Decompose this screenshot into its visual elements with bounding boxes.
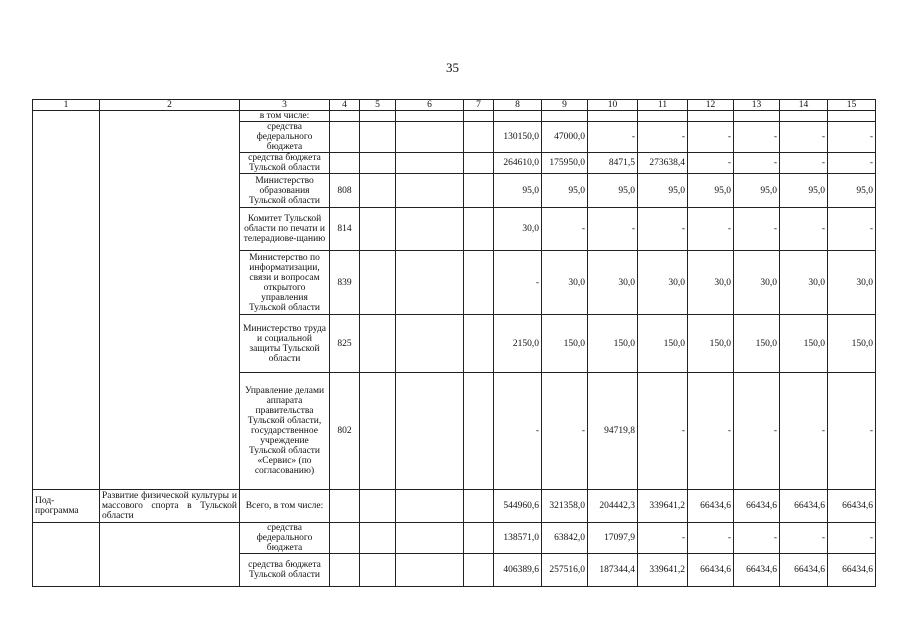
value-cell: 47000,0 [542, 122, 588, 153]
value-cell: 95,0 [542, 174, 588, 208]
value-cell [638, 111, 688, 122]
value-cell: 30,0 [588, 251, 638, 315]
empty-cell [360, 523, 396, 554]
value-cell: - [734, 523, 780, 554]
empty-cell [464, 523, 494, 554]
value-cell: - [734, 373, 780, 490]
program-title-cell [100, 111, 240, 490]
value-cell: 95,0 [638, 174, 688, 208]
value-cell: - [780, 523, 828, 554]
source-cell: Министерство образования Тульской области [240, 174, 330, 208]
value-cell: 339641,2 [638, 490, 688, 523]
source-cell: средства бюджета Тульской области [240, 554, 330, 587]
value-cell [542, 111, 588, 122]
column-number-cell: 2 [100, 100, 240, 111]
value-cell: - [494, 373, 542, 490]
value-cell: 95,0 [588, 174, 638, 208]
value-cell: 406389,6 [494, 554, 542, 587]
empty-cell [396, 554, 464, 587]
value-cell: 30,0 [638, 251, 688, 315]
value-cell: 17097,9 [588, 523, 638, 554]
value-cell [494, 111, 542, 122]
column-number-cell: 12 [688, 100, 734, 111]
value-cell: - [828, 153, 876, 174]
value-cell: - [688, 373, 734, 490]
value-cell: 30,0 [542, 251, 588, 315]
empty-cell [464, 153, 494, 174]
empty-cell [396, 523, 464, 554]
source-cell: средства бюджета Тульской области [240, 153, 330, 174]
source-cell: средства федерального бюджета [240, 523, 330, 554]
column-number-cell: 7 [464, 100, 494, 111]
code-cell [330, 490, 360, 523]
value-cell: - [638, 122, 688, 153]
empty-cell [464, 174, 494, 208]
value-cell: 66434,6 [828, 490, 876, 523]
value-cell: 339641,2 [638, 554, 688, 587]
value-cell: 66434,6 [734, 554, 780, 587]
value-cell: 544960,6 [494, 490, 542, 523]
column-number-cell: 15 [828, 100, 876, 111]
code-cell: 802 [330, 373, 360, 490]
value-cell: 257516,0 [542, 554, 588, 587]
value-cell [588, 111, 638, 122]
subprogram-row [33, 523, 876, 554]
value-cell: - [588, 208, 638, 251]
empty-cell [360, 153, 396, 174]
value-cell: 30,0 [828, 251, 876, 315]
column-number-cell: 14 [780, 100, 828, 111]
code-cell [330, 111, 360, 122]
column-number-cell: 5 [360, 100, 396, 111]
value-cell: 95,0 [494, 174, 542, 208]
code-cell [330, 122, 360, 153]
empty-cell [360, 554, 396, 587]
value-cell: 95,0 [734, 174, 780, 208]
code-cell: 814 [330, 208, 360, 251]
empty-cell [360, 208, 396, 251]
value-cell: 138571,0 [494, 523, 542, 554]
value-cell: 30,0 [494, 208, 542, 251]
value-cell: 150,0 [734, 315, 780, 373]
column-number-cell: 1 [33, 100, 100, 111]
value-cell: - [780, 373, 828, 490]
value-cell: - [542, 373, 588, 490]
source-cell: Комитет Тульской области по печати и телерадиове-щанию [240, 208, 330, 251]
value-cell: 30,0 [780, 251, 828, 315]
value-cell: 150,0 [828, 315, 876, 373]
table-row [33, 111, 876, 122]
value-cell: 66434,6 [780, 554, 828, 587]
value-cell: 150,0 [542, 315, 588, 373]
value-cell: - [828, 523, 876, 554]
value-cell: 150,0 [780, 315, 828, 373]
column-number-cell: 13 [734, 100, 780, 111]
value-cell: - [734, 208, 780, 251]
empty-cell [360, 174, 396, 208]
column-number-cell: 6 [396, 100, 464, 111]
empty-cell [396, 174, 464, 208]
value-cell [780, 111, 828, 122]
subprogram-title-cell: Развитие физической культуры и массового спорта в Тульской области [100, 490, 240, 523]
value-cell: 8471,5 [588, 153, 638, 174]
column-number-cell: 4 [330, 100, 360, 111]
program-name-cell [33, 111, 100, 490]
empty-cell [396, 111, 464, 122]
column-number-cell: 11 [638, 100, 688, 111]
column-number-cell: 9 [542, 100, 588, 111]
value-cell: 66434,6 [688, 554, 734, 587]
value-cell: 95,0 [780, 174, 828, 208]
value-cell: 321358,0 [542, 490, 588, 523]
source-cell: Министерство по информатизации, связи и вопросам открытого управления Тульской области [240, 251, 330, 315]
source-cell: Министерство труда и социальной защиты Тульской области [240, 315, 330, 373]
value-cell: 264610,0 [494, 153, 542, 174]
empty-cell [396, 208, 464, 251]
empty-cell [464, 111, 494, 122]
value-cell: 150,0 [588, 315, 638, 373]
empty-cell [396, 373, 464, 490]
code-cell: 839 [330, 251, 360, 315]
empty-cell [464, 208, 494, 251]
value-cell: - [688, 208, 734, 251]
value-cell: 95,0 [828, 174, 876, 208]
value-cell: - [780, 122, 828, 153]
code-cell: 808 [330, 174, 360, 208]
code-cell [330, 153, 360, 174]
value-cell: 150,0 [688, 315, 734, 373]
value-cell: 66434,6 [734, 490, 780, 523]
value-cell: 187344,4 [588, 554, 638, 587]
value-cell: 66434,6 [688, 490, 734, 523]
empty-cell [396, 315, 464, 373]
empty-cell [360, 490, 396, 523]
empty-cell [360, 122, 396, 153]
value-cell: - [588, 122, 638, 153]
value-cell: 63842,0 [542, 523, 588, 554]
empty-cell [396, 153, 464, 174]
value-cell: - [688, 153, 734, 174]
value-cell: 175950,0 [542, 153, 588, 174]
source-cell: средства федерального бюджета [240, 122, 330, 153]
empty-cell [464, 122, 494, 153]
value-cell: - [828, 122, 876, 153]
code-cell: 825 [330, 315, 360, 373]
subprogram-label-cell: Под-программа [33, 490, 100, 523]
value-cell: 150,0 [638, 315, 688, 373]
empty-cell [100, 523, 240, 587]
value-cell: 66434,6 [780, 490, 828, 523]
value-cell: - [638, 208, 688, 251]
source-cell: Управление делами аппарата правительства Тульской области, государственное учреждение Тульской области «Сервис» (по согласованию) [240, 373, 330, 490]
empty-cell [464, 251, 494, 315]
empty-cell [396, 122, 464, 153]
empty-cell [396, 490, 464, 523]
subprogram-row [33, 490, 876, 523]
value-cell: 2150,0 [494, 315, 542, 373]
empty-cell [360, 315, 396, 373]
value-cell: - [734, 153, 780, 174]
empty-cell [360, 111, 396, 122]
column-number-cell: 8 [494, 100, 542, 111]
empty-cell [396, 251, 464, 315]
empty-cell [360, 251, 396, 315]
value-cell [734, 111, 780, 122]
value-cell: 30,0 [688, 251, 734, 315]
source-cell: в том числе: [240, 111, 330, 122]
value-cell: - [688, 122, 734, 153]
empty-cell [464, 315, 494, 373]
column-number-row [33, 100, 876, 111]
value-cell: 204442,3 [588, 490, 638, 523]
value-cell: 30,0 [734, 251, 780, 315]
empty-cell [33, 523, 100, 587]
value-cell: 94719,8 [588, 373, 638, 490]
value-cell: - [780, 208, 828, 251]
value-cell: - [780, 153, 828, 174]
code-cell [330, 523, 360, 554]
empty-cell [464, 490, 494, 523]
value-cell: - [638, 373, 688, 490]
value-cell: - [734, 122, 780, 153]
value-cell [828, 111, 876, 122]
value-cell: - [688, 523, 734, 554]
value-cell: 130150,0 [494, 122, 542, 153]
column-number-cell: 10 [588, 100, 638, 111]
budget-table [32, 99, 876, 587]
value-cell: 273638,4 [638, 153, 688, 174]
empty-cell [360, 373, 396, 490]
value-cell [688, 111, 734, 122]
value-cell: - [828, 373, 876, 490]
value-cell: - [638, 523, 688, 554]
code-cell [330, 554, 360, 587]
value-cell: - [542, 208, 588, 251]
column-number-cell: 3 [240, 100, 330, 111]
empty-cell [464, 554, 494, 587]
value-cell: 95,0 [688, 174, 734, 208]
empty-cell [464, 373, 494, 490]
value-cell: 66434,6 [828, 554, 876, 587]
source-cell: Всего, в том числе: [240, 490, 330, 523]
page-number: 35 [446, 60, 459, 75]
value-cell: - [828, 208, 876, 251]
value-cell: - [494, 251, 542, 315]
